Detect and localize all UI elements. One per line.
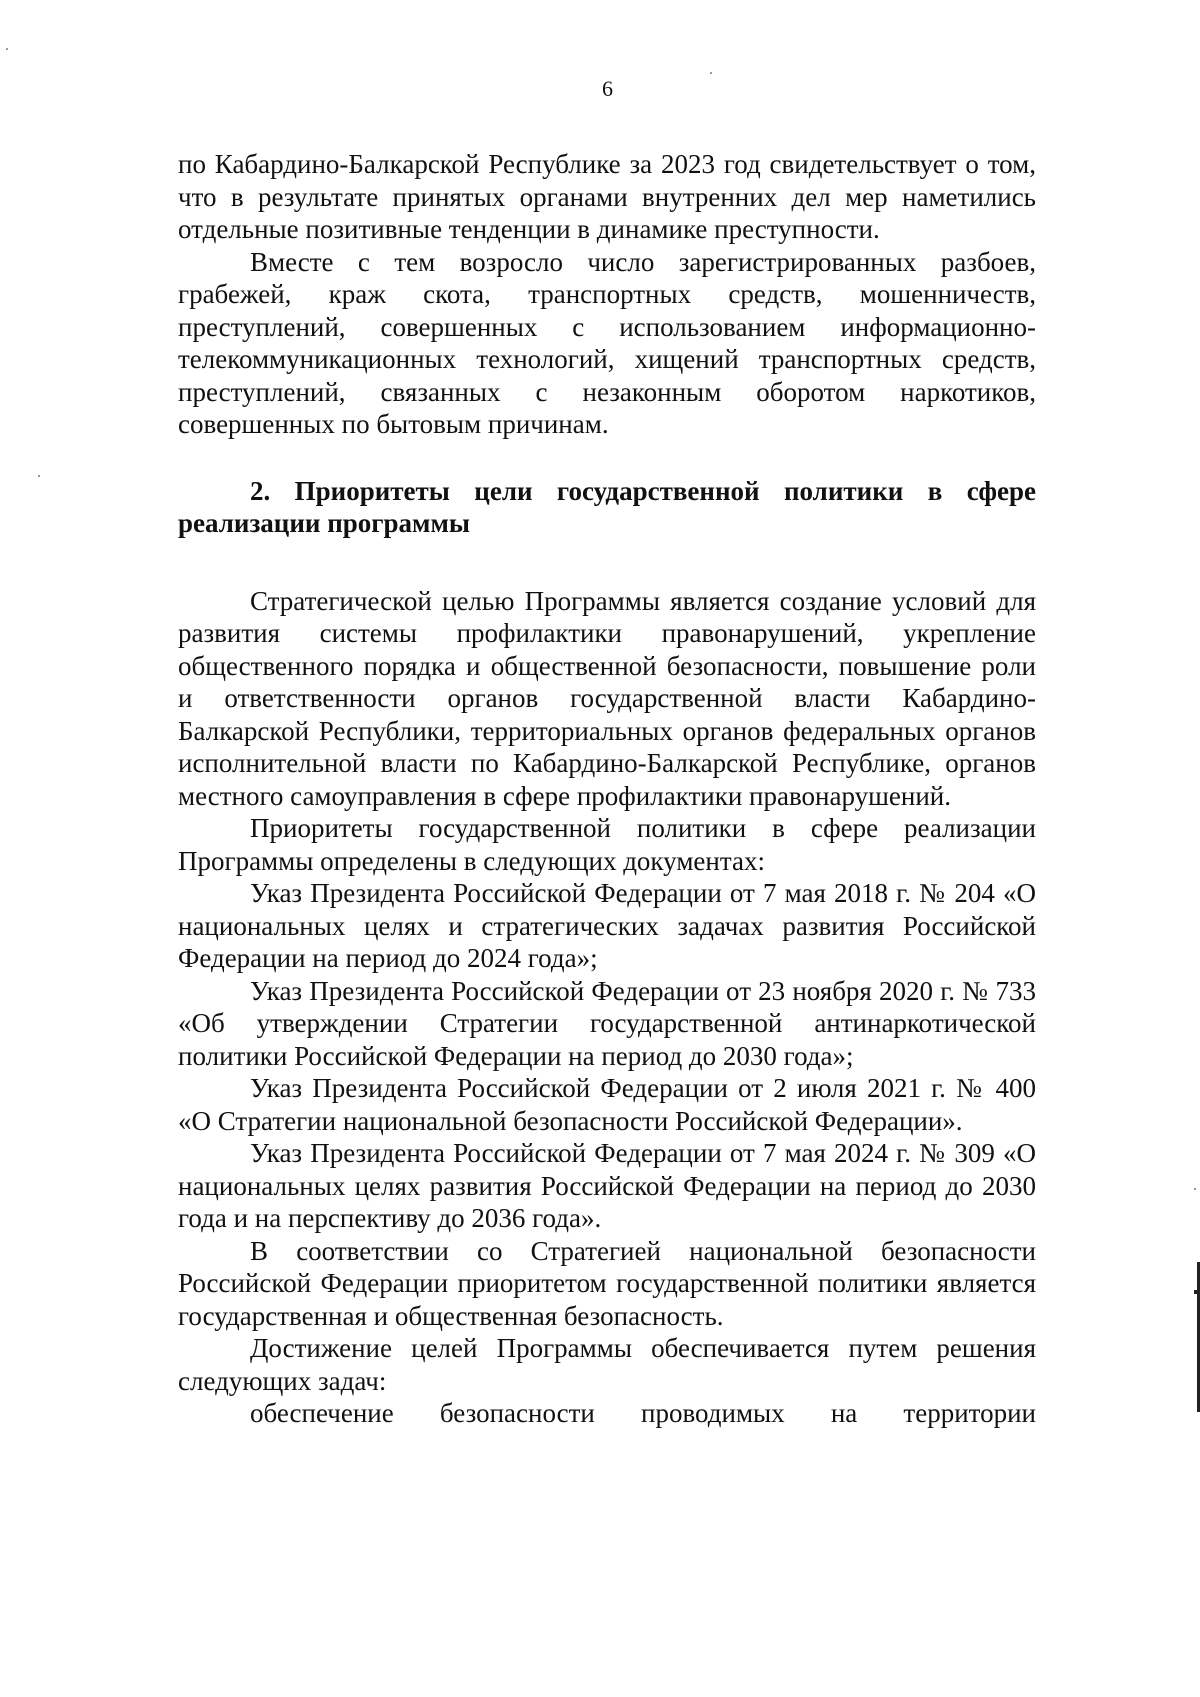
scan-speck: [6, 48, 8, 50]
paragraph-national-security: В соответствии со Стратегией национальной безопасности Российской Федерации приоритетом государственной политики является государственная и общественная безопасность.: [178, 1235, 1036, 1331]
paragraph-decree-400: Указ Президента Российской Федерации от 2 июля 2021 г. № 400 «О Стратегии национальной безопасности Российской Федерации».: [178, 1073, 1036, 1136]
scan-speck: [38, 475, 40, 477]
paragraph-strategic-goal: Стратегической целью Программы является создание условий для развития системы профилактики правонарушений, укрепление общественного порядка и общественной безопасности, повышение роли и ответственности органов государственной власти Кабардино-Балкарской Республики, территориальных органов федеральных органов исполнительной власти по Кабардино-Балкарской Республике, органов местного самоуправления в сфере профилактики правонарушений.: [178, 585, 1036, 811]
paragraph-task-security: обеспечение безопасности проводимых на территории: [250, 1398, 1036, 1428]
scan-speck: [710, 72, 712, 74]
document-body: [178, 148, 1036, 1430]
paragraph-decree-733: Указ Президента Российской Федерации от 23 ноября 2020 г. № 733 «Об утверждении Стратегии государственной антинаркотической политики Российской Федерации на период до 2030 года»;: [178, 975, 1036, 1071]
paragraph-crime-increase: Вместе с тем возросло число зарегистрированных разбоев, грабежей, краж скота, транспортных средств, мошенничеств, преступлений, совершенных с использованием информационно-телекоммуникационных технологий, хищений транспортных средств, преступлений, связанных с незаконным оборотом наркотиков, совершенных по бытовым причинам.: [178, 246, 1036, 439]
scan-edge-mark: [1194, 1290, 1200, 1294]
paragraph-decree-204: Указ Президента Российской Федерации от 7 мая 2018 г. № 204 «О национальных целях и стратегических задачах развития Российской Федерации на период до 2024 года»;: [178, 878, 1036, 973]
paragraph-decree-309: Указ Президента Российской Федерации от 7 мая 2024 г. № 309 «О национальных целях развития Российской Федерации на период до 2030 года и на перспективу до 2036 года».: [178, 1138, 1036, 1233]
page-number: 6: [602, 76, 613, 101]
scan-speck: [1194, 1188, 1196, 1190]
section-heading: 2. Приоритеты цели государственной политики в сфере реализации программы: [178, 475, 1036, 538]
paragraph-tasks-intro: Достижение целей Программы обеспечивается путем решения следующих задач:: [178, 1333, 1036, 1396]
paragraph-crime-dynamics: по Кабардино-Балкарской Республике за 2023 год свидетельствует о том, что в результате принятых органами внутренних дел мер наметились отдельные позитивные тенденции в динамике преступности.: [178, 149, 1036, 244]
paragraph-priorities-intro: Приоритеты государственной политики в сфере реализации Программы определены в следующих документах:: [178, 813, 1036, 876]
